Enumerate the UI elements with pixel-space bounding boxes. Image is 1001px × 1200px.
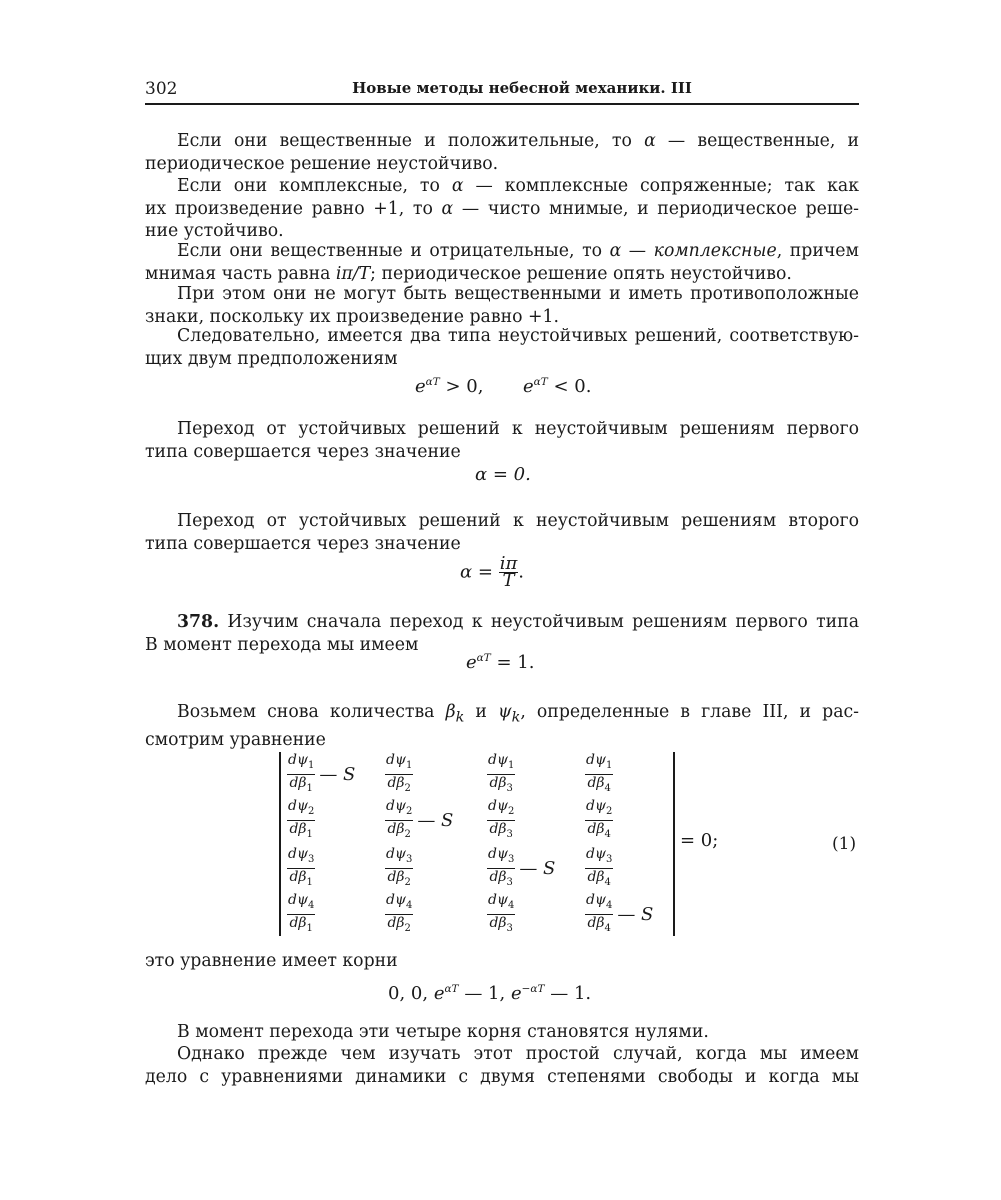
- partial-derivative: $\frac{d\psi_3}{d\beta_1}$: [288, 846, 315, 888]
- determinant-equals-zero: = 0;: [680, 830, 719, 851]
- matrix-cell: [487, 752, 515, 797]
- partial-derivative: $\frac{d\psi_2}{d\beta_1}$: [288, 798, 315, 840]
- matrix-cell: [585, 798, 613, 843]
- page-number: 302: [145, 79, 178, 99]
- determinant-left-bar: [279, 752, 281, 936]
- text-line: смотрим уравнение: [145, 729, 326, 750]
- matrix-cell: [287, 798, 315, 843]
- text-line: Если они вещественные и отрицательные, то α — комплексные, причем: [177, 241, 859, 261]
- paragraph-3: [145, 240, 859, 285]
- matrix-cell: [287, 892, 315, 937]
- partial-derivative: $\frac{d\psi_2}{d\beta_4}$: [586, 798, 613, 840]
- partial-derivative: $\frac{d\psi_3}{d\beta_4}$: [586, 846, 613, 888]
- matrix-cell: [287, 752, 355, 797]
- text-line: знаки, поскольку их произведение равно +1.: [145, 306, 559, 327]
- text-line: 378. Изучим сначала переход к неустойчивым решениям первого типа: [177, 612, 860, 632]
- matrix-cell: [385, 798, 453, 843]
- minus-s-term: — S: [617, 903, 654, 925]
- text-line: мнимая часть равна iπ/T; периодическое решение опять неустойчиво.: [145, 263, 792, 284]
- paragraph-9: [145, 701, 859, 751]
- paragraph-8: [145, 611, 859, 656]
- fraction: $\frac{i\pi}{T}$: [499, 553, 518, 591]
- paragraph-4: [145, 283, 859, 328]
- partial-derivative: $\frac{d\psi_4}{d\beta_2}$: [386, 892, 413, 934]
- equation-roots: 0, 0, $e^{\alpha T}$ — 1, $e^{-\alpha T}$ — 1.: [388, 983, 592, 1004]
- partial-derivative: $\frac{d\psi_1}{d\beta_4}$: [586, 752, 613, 794]
- matrix-cell: [585, 846, 613, 891]
- matrix-cell: [287, 846, 315, 891]
- paragraph-5: [145, 325, 859, 370]
- text-line: В момент перехода мы имеем: [145, 634, 419, 655]
- header-rule: [145, 103, 859, 105]
- partial-derivative: $\frac{d\psi_4}{d\beta_4}$: [586, 892, 613, 934]
- determinant-matrix: [279, 752, 675, 936]
- matrix-cell: [385, 846, 413, 891]
- text-line: это уравнение имеет корни: [145, 951, 398, 971]
- equation-transition: $e^{\alpha T} = 1$.: [466, 652, 535, 673]
- text-line: В момент перехода эти четыре корня становятся нулями.: [177, 1022, 709, 1042]
- partial-derivative: $\frac{d\psi_3}{d\beta_2}$: [386, 846, 413, 888]
- determinant-right-bar: [673, 752, 675, 936]
- text-line: типа совершается через значение: [145, 441, 461, 462]
- text-line: Возьмем снова количества $\beta_k$ и $\psi_k$, определенные в главе III, и рас-: [177, 702, 860, 726]
- paragraph-7: [145, 510, 859, 555]
- text-line: Переход от устойчивых решений к неустойчивым решениям второго: [177, 511, 859, 531]
- partial-derivative: $\frac{d\psi_4}{d\beta_3}$: [488, 892, 515, 934]
- text-line: Переход от устойчивых решений к неустойчивым решениям первого: [177, 419, 859, 439]
- minus-s-term: — S: [417, 809, 454, 831]
- text-line: Однако прежде чем изучать этот простой случай, когда мы имеем: [177, 1044, 859, 1064]
- text-line: ние устойчиво.: [145, 221, 284, 241]
- text-line: дело с уравнениями динамики с двумя степенями свободы и когда мы: [145, 1066, 859, 1087]
- matrix-cell: [585, 752, 613, 797]
- paragraph-6: [145, 418, 859, 463]
- page-header: [145, 76, 859, 102]
- equation-number: (1): [832, 834, 857, 854]
- minus-s-term: — S: [519, 857, 556, 879]
- paragraph-11: [145, 1021, 859, 1044]
- text-line: щих двум предположениям: [145, 348, 398, 369]
- partial-derivative: $\frac{d\psi_1}{d\beta_1}$: [288, 752, 315, 794]
- minus-s-term: — S: [319, 763, 356, 785]
- partial-derivative: $\frac{d\psi_3}{d\beta_3}$: [488, 846, 515, 888]
- text-line: Если они комплексные, то α — комплексные сопряженные; так как: [177, 176, 859, 196]
- paragraph-12: [145, 1043, 859, 1088]
- matrix-cell: [385, 892, 413, 937]
- text-line: Следовательно, имеется два типа неустойчивых решений, соответствую-: [177, 326, 859, 346]
- paragraph-2: [145, 175, 859, 243]
- partial-derivative: $\frac{d\psi_2}{d\beta_2}$: [386, 798, 413, 840]
- matrix-cell: [487, 798, 515, 843]
- text-line: их произведение равно +1, то α — чисто мнимые, и периодическое реше-: [145, 198, 860, 219]
- partial-derivative: $\frac{d\psi_2}{d\beta_3}$: [488, 798, 515, 840]
- equation-alpha-zero: α = 0.: [475, 464, 531, 485]
- running-title: Новые методы небесной механики. III: [352, 79, 692, 97]
- partial-derivative: $\frac{d\psi_1}{d\beta_2}$: [386, 752, 413, 794]
- text-line: типа совершается через значение: [145, 533, 461, 554]
- partial-derivative: $\frac{d\psi_1}{d\beta_3}$: [488, 752, 515, 794]
- equation-inequalities: $e^{\alpha T} > 0$, $e^{\alpha T} < 0$.: [415, 376, 592, 397]
- partial-derivative: $\frac{d\psi_4}{d\beta_1}$: [288, 892, 315, 934]
- matrix-cell: [385, 752, 413, 797]
- paragraph-10: [145, 950, 859, 973]
- equation-alpha-ipi-over-t: α = $\frac{i\pi}{T}$ .: [460, 553, 525, 591]
- paragraph-1: [145, 130, 859, 175]
- text-line: При этом они не могут быть вещественными и иметь противоположные: [177, 284, 859, 304]
- matrix-cell: [487, 892, 515, 937]
- text-line: периодическое решение неустойчиво.: [145, 153, 499, 174]
- matrix-cell: [585, 892, 653, 937]
- text-line: Если они вещественные и положительные, то α — вещественные, и: [177, 131, 859, 151]
- matrix-cell: [487, 846, 555, 891]
